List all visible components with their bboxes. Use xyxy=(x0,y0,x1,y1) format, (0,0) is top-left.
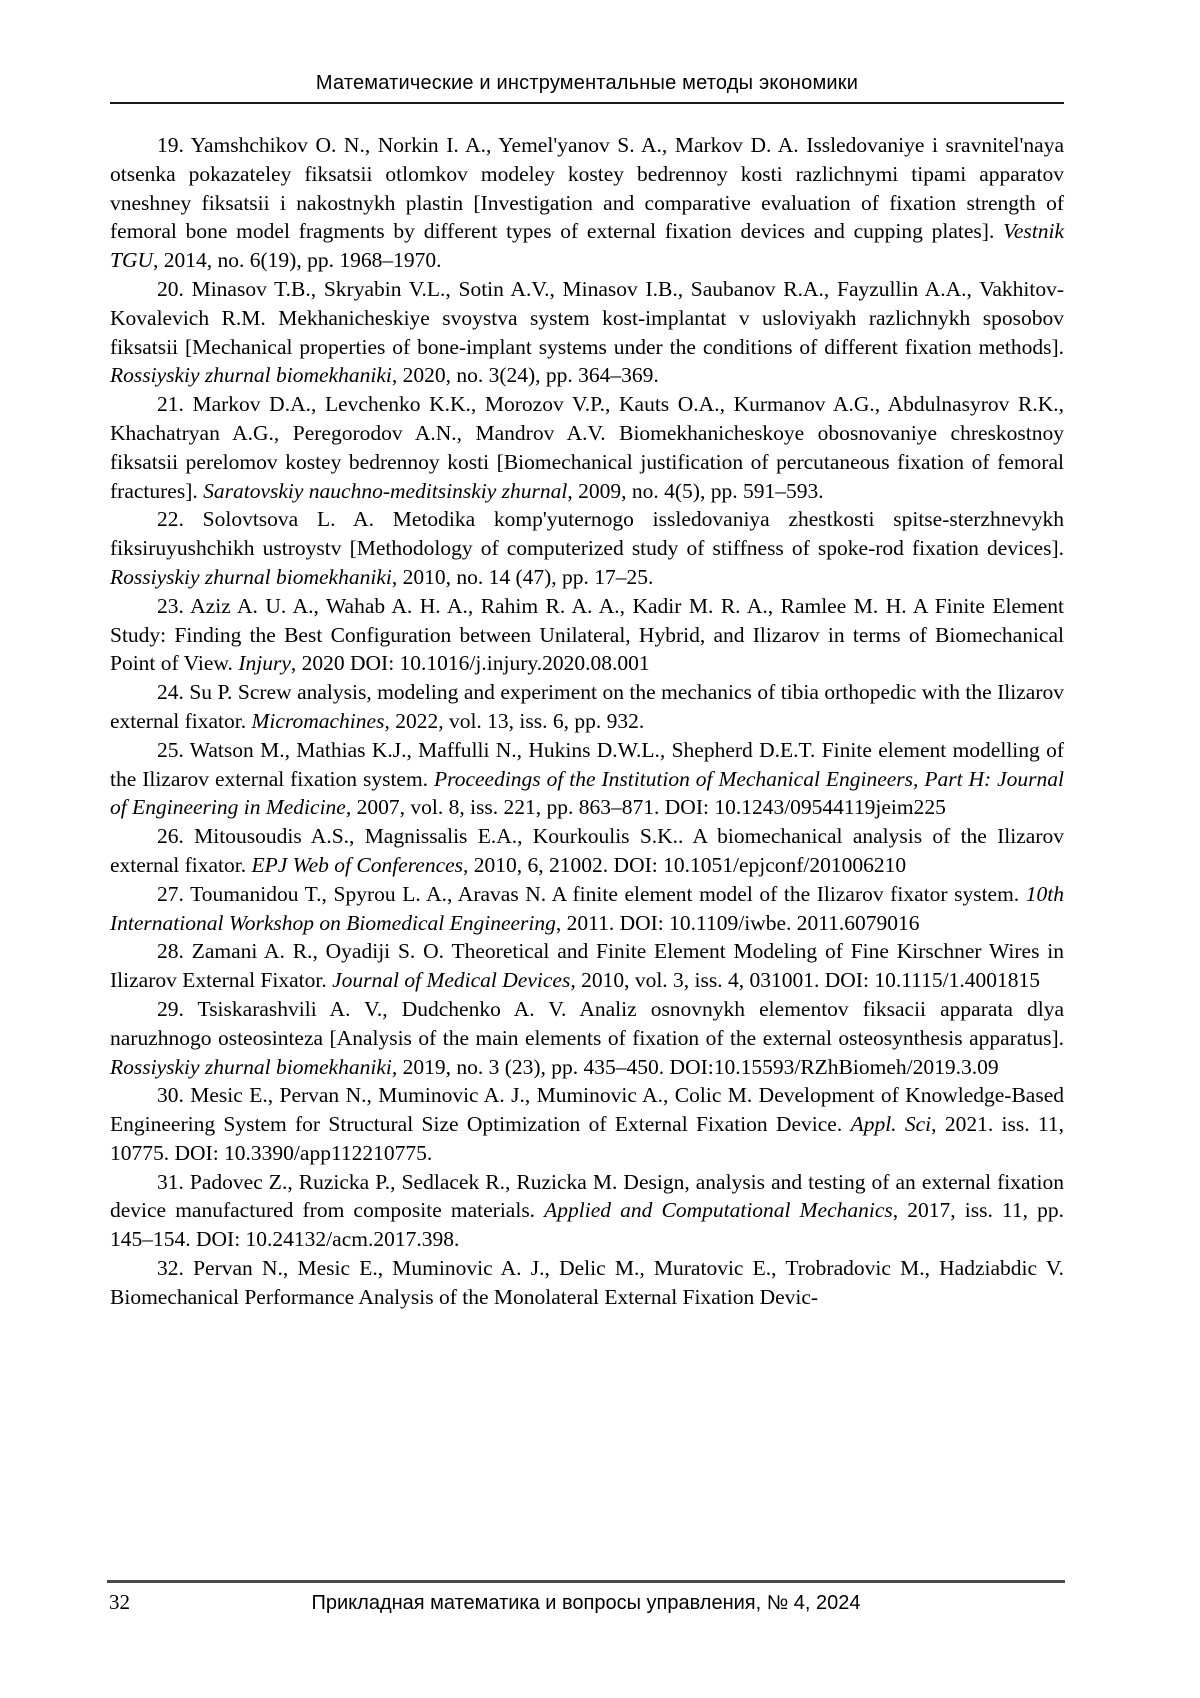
reference-source-italic: Proceedings of the Institution of Mechanical Engineers, Part H: Journal of Engineering in Medicine, xyxy=(110,766,1065,820)
reference-entry xyxy=(110,505,1064,591)
reference-source-italic: Micromachines xyxy=(251,708,385,733)
reference-source-italic: Vestnik TGU xyxy=(110,219,1064,273)
reference-source-italic: Rossiyskiy zhurnal biomekhaniki xyxy=(110,564,392,589)
references-list xyxy=(110,131,1064,1312)
reference-text-segment: 25. Watson M., Mathias K.J., Maffulli N., Hukins D.W.L., Shepherd D.E.T. Finite element modelling of the Ilizarov external fixation system. xyxy=(110,737,1064,791)
running-header xyxy=(110,72,1064,104)
reference-text-segment: 23. Aziz A. U. A., Wahab A. H. A., Rahim R. A. A., Kadir M. R. A., Ramlee M. H. A Finite Element Study: Finding the Best Configuration between Unilateral, Hybrid, and Ilizarov in terms of Biomechanical Point of View. xyxy=(110,593,1064,676)
reference-source-italic: Rossiyskiy zhurnal biomekhaniki xyxy=(110,363,392,388)
reference-source-italic: Rossiyskiy zhurnal biomekhaniki, xyxy=(110,1054,398,1079)
reference-entry xyxy=(110,131,1064,275)
reference-entry xyxy=(110,1168,1064,1254)
reference-text-segment: , 2010, no. 14 (47), pp. 17–25. xyxy=(391,564,654,589)
reference-text-segment: 28. Zamani A. R., Oyadiji S. O. Theoretical and Finite Element Modeling of Fine Kirschner Wires in Ilizarov External Fixator. xyxy=(110,939,1064,993)
reference-source-italic: Applied and Computational Mechanics xyxy=(544,1198,893,1223)
reference-text-segment: 22. Solovtsova L. A. Metodika komp'yuternogo issledovaniya zhestkosti spitse-sterzhnevykh fiksiruyushchikh ustroystv [Methodology of computerized study of stiffness of spoke-rod fixation devices]. xyxy=(110,507,1064,561)
reference-text-segment: , 2009, no. 4(5), pp. 591–593. xyxy=(567,478,824,503)
reference-source-italic: Journal of Medical Devices, xyxy=(332,968,576,993)
reference-text-segment: 21. Markov D.A., Levchenko K.K., Morozov V.P., Kauts O.A., Kurmanov A.G., Abdulnasyrov R.K., Khachatryan A.G., Peregorodov A.N., Mandrov A.V. Biomekhanicheskoye obosnovaniye chreskostnoy fiksatsii perelomov kostey bedrennoy kosti [Biomechanical justification of percutaneous fixation of femoral fractures]. xyxy=(110,392,1064,503)
reference-entry xyxy=(110,390,1064,505)
reference-source-italic: 10th International Workshop on Biomedical Engineering xyxy=(110,881,1064,935)
reference-source-italic: Saratovskiy nauchno-meditsinskiy zhurnal xyxy=(203,478,568,503)
running-header-title: Математические и инструментальные методы экономики xyxy=(315,72,859,94)
reference-text-segment: 2010, vol. 3, iss. 4, 031001. DOI: 10.1115/1.4001815 xyxy=(575,968,1040,993)
reference-text-segment: , 2014, no. 6(19), pp. 1968–1970. xyxy=(153,248,442,273)
page-footer xyxy=(107,1580,1065,1615)
reference-entry xyxy=(110,736,1064,822)
reference-text-segment: 31. Padovec Z., Ruzicka P., Sedlacek R., Ruzicka M. Design, analysis and testing of an external fixation device manufactured from composite materials. xyxy=(110,1169,1064,1223)
reference-entry xyxy=(110,1081,1064,1167)
reference-text-segment: 2007, vol. 8, iss. 221, pp. 863–871. DOI: 10.1243/09544119jeim225 xyxy=(351,795,946,820)
reference-entry xyxy=(110,822,1064,880)
journal-title: Прикладная математика и вопросы управления, № 4, 2024 xyxy=(311,1592,861,1614)
reference-entry xyxy=(110,275,1064,390)
reference-entry xyxy=(110,592,1064,678)
reference-entry xyxy=(110,995,1064,1081)
reference-entry xyxy=(110,937,1064,995)
reference-source-italic: Appl. Sci xyxy=(850,1112,932,1137)
reference-source-italic: EPJ Web of Conferences xyxy=(251,852,464,877)
reference-text-segment: 29. Tsiskarashvili A. V., Dudchenko A. V. Analiz osnovnykh elementov fiksacii apparata dlya naruzhnogo osteosinteza [Analysis of the main elements of fixation of the external osteosynthesis apparatus]. xyxy=(110,996,1064,1050)
reference-text-segment: , 2017, iss. 11, pp. 145–154. DOI: 10.24132/acm.2017.398. xyxy=(110,1198,1064,1252)
reference-text-segment: 2019, no. 3 (23), pp. 435–450. DOI:10.15593/RZhBiomeh/2019.3.09 xyxy=(397,1054,999,1079)
reference-text-segment: 26. Mitousoudis A.S., Magnissalis E.A., Kourkoulis S.K.. A biomechanical analysis of the Ilizarov external fixator. xyxy=(110,824,1064,877)
reference-text-segment: 30. Mesic E., Pervan N., Muminovic A. J., Muminovic A., Colic M. Development of Knowledge-Based Engineering System for Structural Size Optimization of External Fixation Device. xyxy=(110,1083,1064,1137)
footer-row xyxy=(107,1583,1065,1615)
reference-text-segment: 19. Yamshchikov O. N., Norkin I. A., Yemel'yanov S. A., Markov D. A. Issledovaniye i sravnitel'naya otsenka pokazateley fiksatsii otlomkov modeley kostey bedrennoy kosti razlichnymi tipami apparatov vneshney fiksatsii i nakostnykh plastin [Investigation and comparative evaluation of fixation strength of femoral bone model fragments by different types of external fixation devices and cupping plates]. xyxy=(110,133,1064,244)
reference-text-segment: , 2021. iss. 11, 10775. DOI: 10.3390/app112210775. xyxy=(110,1112,1065,1165)
reference-source-italic: Injury xyxy=(238,651,291,676)
reference-text-segment: 24. Su P. Screw analysis, modeling and experiment on the mechanics of tibia orthopedic with the Ilizarov external fixator. xyxy=(110,680,1064,733)
reference-text-segment: , 2010, 6, 21002. DOI: 10.1051/epjconf/201006210 xyxy=(463,852,907,877)
reference-text-segment: 27. Toumanidou T., Spyrou L. A., Aravas N. A finite element model of the Ilizarov fixator system. xyxy=(157,881,1026,906)
reference-entry xyxy=(110,678,1064,736)
page-number: 32 xyxy=(109,1590,130,1614)
reference-entry xyxy=(110,1254,1064,1312)
reference-text-segment: , 2020 DOI: 10.1016/j.injury.2020.08.001 xyxy=(290,651,650,676)
reference-text-segment: , 2022, vol. 13, iss. 6, pp. 932. xyxy=(384,708,645,733)
reference-entry xyxy=(110,880,1064,938)
reference-text-segment: 32. Pervan N., Mesic E., Muminovic A. J., Delic M., Muratovic E., Trobradovic M., Hadziabdic V. Biomechanical Performance Analysis of the Monolateral External Fixation Devic- xyxy=(110,1256,1064,1309)
reference-text-segment: , 2020, no. 3(24), pp. 364–369. xyxy=(391,363,659,388)
reference-text-segment: , 2011. DOI: 10.1109/iwbe. 2011.6079016 xyxy=(555,910,920,935)
reference-text-segment: 20. Minasov T.B., Skryabin V.L., Sotin A.V., Minasov I.B., Saubanov R.A., Fayzullin A.A., Vakhitov-Kovalevich R.M. Mekhanicheskiye svoystva system kost-implantat v usloviyakh razlichnykh sposobov fiksatsii [Mechanical properties of bone-implant systems under the conditions of different fixation methods]. xyxy=(110,276,1064,359)
